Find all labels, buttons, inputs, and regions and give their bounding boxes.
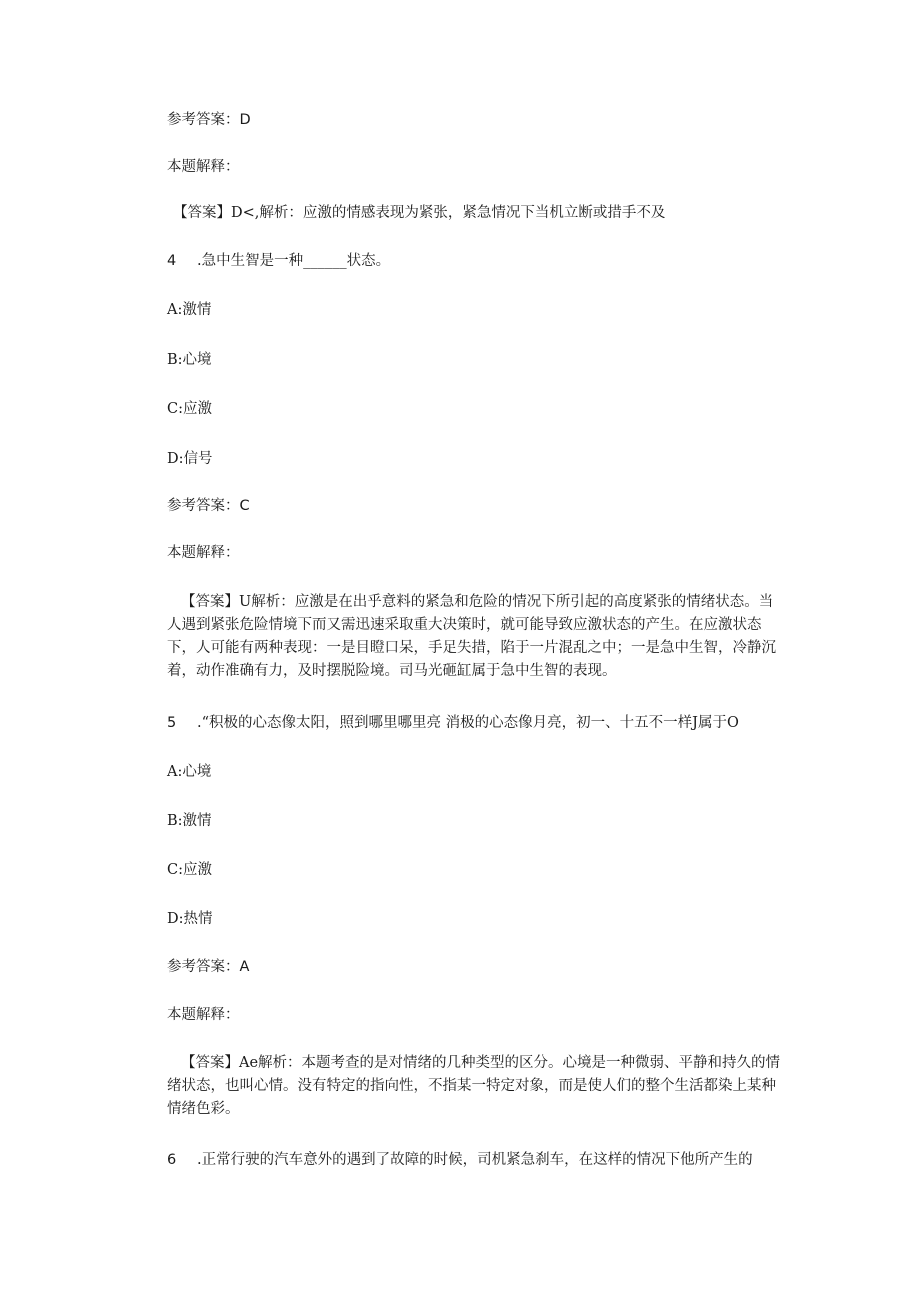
question-4 — [167, 251, 390, 271]
reference-answer: 参考答案：D — [167, 112, 251, 128]
answer-explanation: 【答案】D<,解析：应激的情感表现为紧张，紧急情况下当机立断或措手不及 — [173, 205, 666, 221]
question-text: .“积极的心态像太阳，照到哪里哪里亮 消极的心态像月亮，初一、十五不一样J属于O — [197, 715, 739, 731]
question-number: 4 — [167, 253, 177, 269]
option-a: A:激情 — [167, 302, 212, 318]
option-c: C:应激 — [167, 862, 212, 878]
question-number: 5 — [167, 715, 177, 731]
option-d: D:信号 — [167, 451, 213, 467]
explanation-label: 本题解释： — [167, 159, 240, 175]
explanation-label: 本题解释： — [167, 1007, 240, 1023]
option-a: A:心境 — [167, 764, 212, 780]
reference-answer: 参考答案：A — [167, 959, 250, 975]
explanation-label: 本题解释： — [167, 545, 240, 561]
question-6 — [167, 1150, 753, 1170]
question-text: .急中生智是一种______状态。 — [197, 253, 391, 269]
question-number: 6 — [167, 1152, 177, 1168]
option-b: B:激情 — [167, 813, 212, 829]
answer-explanation: 【答案】U解析：应激是在出乎意料的紧急和危险的情况下所引起的高度紧张的情绪状态。当人遇到紧张危险情境下而又需迅速采取重大决策时，就可能导致应激状态的产生。在应激状态下，人可能有两种表现：一是目瞪口呆，手足失措，陷于一片混乱之中；一是急中生智，冷静沉着，动作准确有力，及时摆脱险境。司马光砸缸属于急中生智的表现。 — [167, 594, 776, 679]
option-d: D:热情 — [167, 911, 213, 927]
option-b: B:心境 — [167, 352, 212, 368]
answer-explanation: 【答案】Ae解析：本题考查的是对情绪的几种类型的区分。心境是一种微弱、平静和持久的情绪状态，也叫心情。没有特定的指向性，不指某一特定对象，而是使人们的整个生活都染上某种情绪色彩。 — [167, 1055, 781, 1117]
option-c: C:应激 — [167, 401, 212, 417]
question-text: .正常行驶的汽车意外的遇到了故障的时候，司机紧急刹车，在这样的情况下他所产生的 — [197, 1152, 753, 1168]
reference-answer: 参考答案：C — [167, 498, 250, 514]
question-5 — [167, 713, 739, 733]
